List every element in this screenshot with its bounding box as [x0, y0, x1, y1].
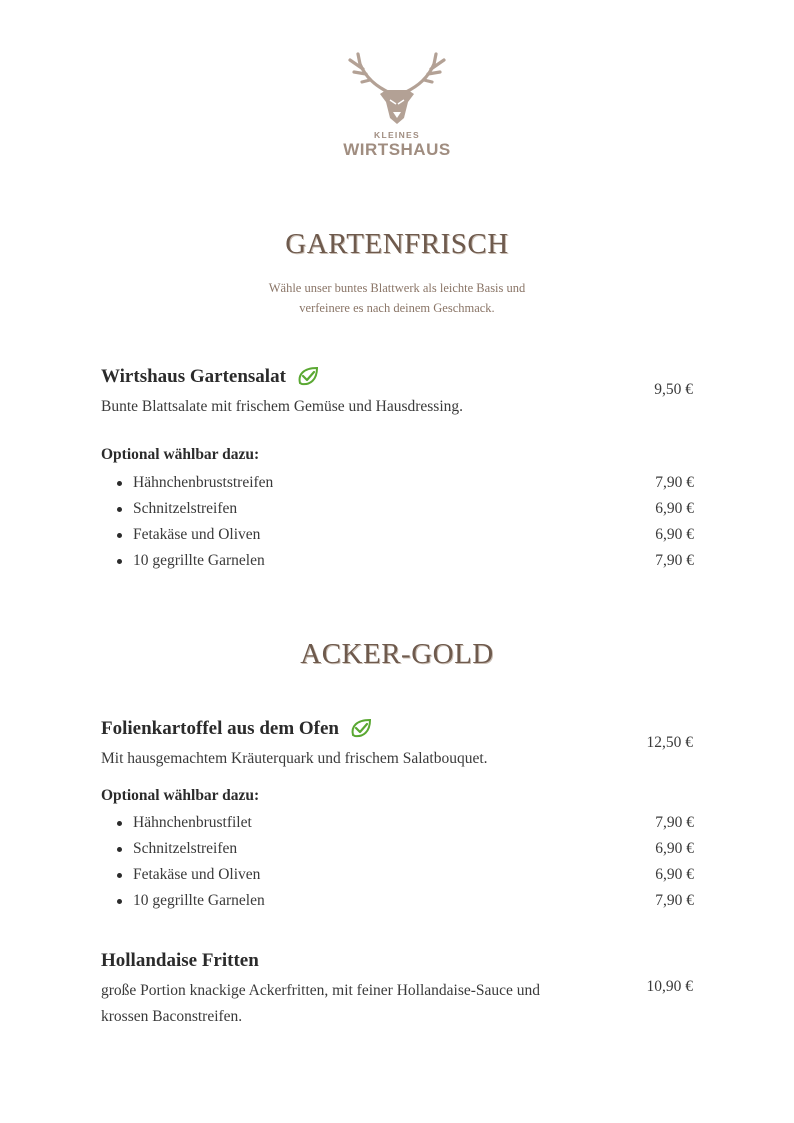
options-list	[101, 810, 694, 914]
option-label: Hähnchenbrustfilet	[133, 814, 252, 831]
option-price: 7,90 €	[655, 892, 694, 909]
dish-price: 9,50 €	[654, 381, 693, 398]
option-item	[101, 548, 694, 574]
dish-name-text: Folienkartoffel aus dem Ofen	[101, 718, 340, 739]
dish-name	[101, 718, 372, 740]
option-price: 7,90 €	[655, 474, 694, 491]
option-item	[101, 496, 694, 522]
dish-name	[101, 366, 319, 388]
option-price: 7,90 €	[655, 814, 694, 831]
bullet	[117, 507, 122, 512]
option-price: 6,90 €	[655, 526, 694, 543]
bullet	[117, 899, 122, 904]
option-price: 6,90 €	[655, 840, 694, 857]
dish-description: Bunte Blattsalate mit frischem Gemüse und Hausdressing.	[101, 398, 464, 415]
bullet	[117, 533, 122, 538]
dish-price: 12,50 €	[646, 734, 693, 751]
brand-line-2: WIRTSHAUS	[343, 140, 451, 159]
bullet	[117, 847, 122, 852]
bullet	[117, 873, 122, 878]
dish-description: Mit hausgemachtem Kräuterquark und frischem Salatbouquet.	[101, 750, 488, 767]
dish-name-text: Hollandaise Fritten	[101, 950, 259, 971]
option-item	[101, 862, 694, 888]
section-title-acker-gold: ACKER-GOLD	[300, 638, 494, 670]
dish-price: 10,90 €	[646, 978, 693, 995]
stag-head-icon	[342, 52, 452, 126]
option-item	[101, 522, 694, 548]
bullet	[117, 559, 122, 564]
dish-name-text: Wirtshaus Gartensalat	[101, 366, 286, 387]
section-title-gartenfrisch: GARTENFRISCH	[285, 228, 509, 260]
option-label: Schnitzelstreifen	[133, 500, 238, 517]
options-label: Optional wählbar dazu:	[101, 787, 260, 804]
option-label: Fetakäse und Oliven	[133, 526, 261, 543]
leaf-check-icon	[350, 718, 372, 738]
option-item	[101, 836, 694, 862]
option-item	[101, 888, 694, 914]
option-price: 6,90 €	[655, 866, 694, 883]
bullet	[117, 821, 122, 826]
option-item	[101, 810, 694, 836]
option-label: Schnitzelstreifen	[133, 840, 238, 857]
option-label: Hähnchenbruststreifen	[133, 474, 274, 491]
option-label: 10 gegrillte Garnelen	[133, 892, 265, 909]
brand-logo	[330, 52, 464, 162]
option-label: Fetakäse und Oliven	[133, 866, 261, 883]
brand-line-1: KLEINES	[374, 130, 420, 140]
option-price: 6,90 €	[655, 500, 694, 517]
dish-description: große Portion knackige Ackerfritten, mit feiner Hollandaise-Sauce und krossen Baconstreifen.	[101, 982, 541, 1025]
options-label: Optional wählbar dazu:	[101, 446, 260, 463]
option-item	[101, 470, 694, 496]
option-label: 10 gegrillte Garnelen	[133, 552, 265, 569]
section-intro: Wähle unser buntes Blattwerk als leichte Basis und verfeinere es nach deinem Geschmack.	[268, 281, 526, 315]
dish-name	[101, 950, 259, 972]
options-list	[101, 470, 694, 574]
option-price: 7,90 €	[655, 552, 694, 569]
leaf-check-icon	[297, 366, 319, 386]
bullet	[117, 481, 122, 486]
